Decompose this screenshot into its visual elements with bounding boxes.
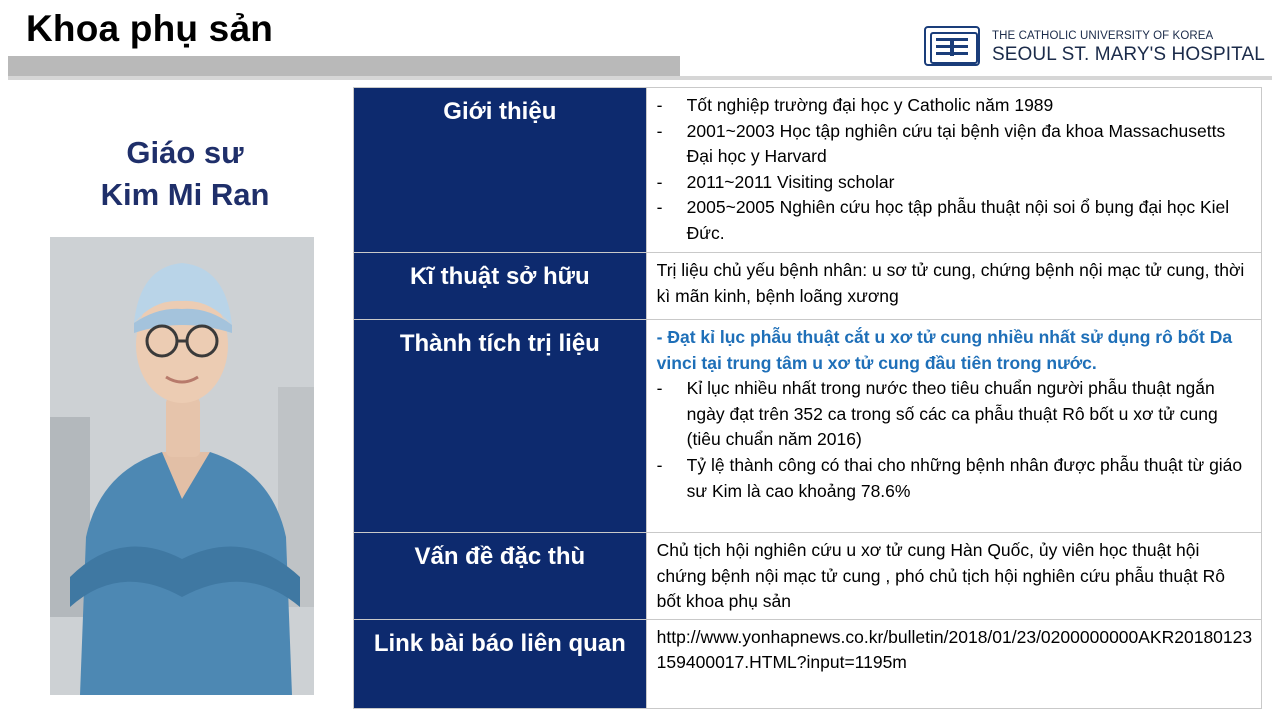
table-row-link (354, 619, 1262, 708)
row-label-specialty: Vấn đề đặc thù (354, 533, 647, 620)
row-content-achievements (646, 320, 1261, 533)
title-underline-bar (8, 56, 680, 76)
list-item: - 2011~2011 Visiting scholar (657, 170, 1253, 196)
row-label-link: Link bài báo liên quan (354, 619, 647, 708)
table-row-specialty (354, 533, 1262, 620)
logo-university-name: THE CATHOLIC UNIVERSITY OF KOREA (992, 30, 1214, 42)
table-row-skills (354, 253, 1262, 320)
row-content-skills: Trị liệu chủ yếu bệnh nhân: u sơ tử cung, chứng bệnh nội mạc tử cung, thời kì mãn kinh, bệnh loãng xương (646, 253, 1261, 320)
article-link-text[interactable]: http://www.yonhapnews.co.kr/bulletin/2018/01/23/0200000000AKR20180123159400017.HTML?input=1195m (656, 626, 1253, 673)
hospital-seal-icon (924, 26, 980, 66)
list-item: - Kỉ lục nhiều nhất trong nước theo tiêu chuẩn người phẫu thuật ngắn ngày đạt trên 352 ca trong số các ca phẫu thuật Rô bốt u xơ tử cung (tiêu chuẩn năm 2016) (657, 376, 1253, 453)
professor-portrait-icon (50, 237, 314, 695)
title-divider-line (8, 76, 1272, 80)
achievement-highlight: - Đạt kỉ lục phẫu thuật cắt u xơ tử cung nhiều nhất sử dụng rô bốt Da vinci tại trung tâm u xơ tử cung đầu tiên trong nước. (656, 327, 1233, 373)
table-row-achievements (354, 320, 1262, 533)
article-link[interactable] (646, 619, 1261, 708)
professor-title: Giáo sư (126, 135, 244, 170)
list-item: - 2001~2003 Học tập nghiên cứu tại bệnh viện đa khoa Massachusetts Đại học y Harvard (657, 119, 1253, 170)
row-content-intro (646, 88, 1261, 253)
row-label-intro: Giới thiệu (354, 88, 647, 253)
info-table (353, 87, 1262, 709)
logo-hospital-name: SEOUL ST. MARY'S HOSPITAL (992, 44, 1265, 65)
table-row-intro (354, 88, 1262, 253)
list-item: - Tỷ lệ thành công có thai cho những bệnh nhân được phẫu thuật từ giáo sư Kim là cao khoảng 78.6% (657, 453, 1253, 504)
row-content-specialty: Chủ tịch hội nghiên cứu u xơ tử cung Hàn Quốc, ủy viên học thuật hội chứng bệnh nội mạc tử cung , phó chủ tịch hội nghiên cứu phẫu thuật Rô bốt khoa phụ sản (646, 533, 1261, 620)
list-item: - Tốt nghiệp trường đại học y Catholic năm 1989 (657, 93, 1253, 119)
professor-photo (50, 237, 314, 695)
professor-name (50, 132, 320, 216)
hospital-logo (924, 26, 1264, 68)
list-item: - 2005~2005 Nghiên cứu học tập phẫu thuật nội soi ổ bụng đại học Kiel Đức. (657, 195, 1253, 246)
page-title: Khoa phụ sản (26, 8, 274, 49)
row-label-achievements: Thành tích trị liệu (354, 320, 647, 533)
professor-fullname: Kim Mi Ran (100, 177, 270, 212)
row-label-skills: Kĩ thuật sở hữu (354, 253, 647, 320)
